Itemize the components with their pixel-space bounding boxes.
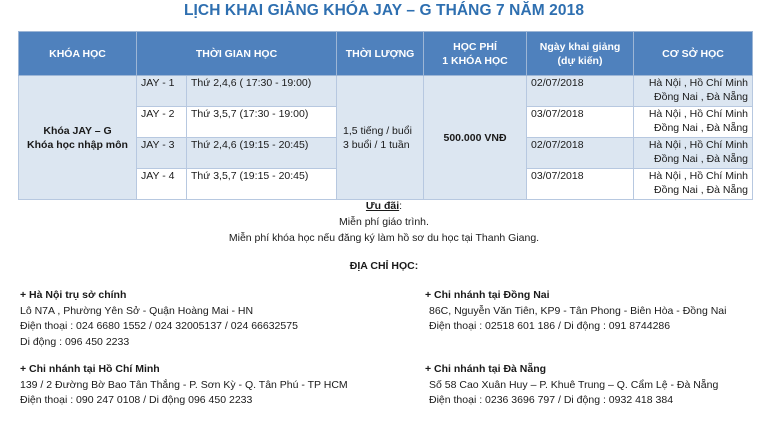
header-date-line2: (dự kiến) — [557, 54, 603, 67]
site-line1: Hà Nội , Hồ Chí Minh — [648, 108, 749, 120]
branch-name: + Chi nhánh tại Đồng Nai — [425, 289, 550, 301]
site-line2: Đồng Nai , Đà Nẵng — [654, 91, 749, 103]
site-line2: Đồng Nai , Đà Nẵng — [654, 184, 749, 196]
branch-address: Lô N7A , Phường Yên Sở - Quận Hoàng Mai - HN — [20, 304, 254, 317]
branch-phone: Điện thoại : 0236 3696 797 / Di động : 0932 418 384 — [429, 394, 674, 406]
start-date: 03/07/2018 — [527, 169, 634, 200]
course-cell — [19, 76, 137, 200]
duration-line2: 3 buổi / 1 tuần — [343, 138, 410, 151]
site-cell — [634, 138, 753, 169]
class-time: Thứ 2,4,6 (19:15 - 20:45) — [187, 138, 337, 169]
duration-cell — [337, 76, 424, 200]
start-date: 03/07/2018 — [527, 107, 634, 138]
class-code: JAY - 4 — [137, 169, 187, 200]
header-time: THỜI GIAN HỌC — [137, 32, 337, 76]
site-line2: Đồng Nai , Đà Nẵng — [654, 153, 749, 165]
branch-phone: Điện thoại : 02518 601 186 / Di động : 091 8744286 — [429, 320, 671, 332]
branch-hcm — [20, 362, 348, 409]
branch-phone: Điện thoại : 024 6680 1552 / 024 32005137 / 024 66632575 — [20, 320, 298, 332]
branch-mobile: Di động : 096 450 2233 — [20, 335, 130, 348]
branch-address: Số 58 Cao Xuân Huy – P. Khuê Trung – Q. Cẩm Lệ - Đà Nẵng — [429, 378, 719, 391]
branch-address: 86C, Nguyễn Văn Tiên, KP9 - Tân Phong - Biên Hòa - Đồng Nai — [429, 304, 727, 317]
site-line1: Hà Nội , Hồ Chí Minh — [648, 170, 749, 182]
header-fee-line2: 1 KHÓA HỌC — [442, 54, 508, 67]
course-name: Khóa JAY – G — [43, 124, 112, 137]
class-time: Thứ 2,4,6 ( 17:30 - 19:00) — [187, 76, 337, 107]
fee-cell: 500.000 VNĐ — [424, 76, 527, 200]
promo-section — [0, 198, 768, 246]
duration-line1: 1,5 tiếng / buổi — [343, 124, 412, 137]
promo-line1: Miễn phí giáo trình. — [339, 216, 429, 228]
promo-heading: Ưu đãi — [365, 200, 400, 212]
header-date — [527, 32, 634, 76]
header-duration: THỜI LƯỢNG — [337, 32, 424, 76]
branch-hanoi — [20, 288, 298, 350]
class-code: JAY - 2 — [137, 107, 187, 138]
header-date-line1: Ngày khai giảng — [539, 40, 621, 53]
start-date: 02/07/2018 — [527, 76, 634, 107]
branch-dongnai — [425, 288, 726, 335]
site-line1: Hà Nội , Hồ Chí Minh — [648, 77, 749, 89]
header-fee — [424, 32, 527, 76]
class-time: Thứ 3,5,7 (19:15 - 20:45) — [187, 169, 337, 200]
site-cell — [634, 107, 753, 138]
course-subtitle: Khóa học nhập môn — [27, 138, 128, 151]
header-fee-line1: HỌC PHÍ — [453, 40, 497, 53]
header-site: CƠ SỞ HỌC — [634, 32, 753, 76]
promo-line2: Miễn phí khóa học nếu đăng ký làm hồ sơ du học tại Thanh Giang. — [228, 232, 540, 244]
page-title: LỊCH KHAI GIẢNG KHÓA JAY – G THÁNG 7 NĂM 2018 — [183, 2, 585, 19]
table-row — [19, 76, 753, 107]
branch-danang — [425, 362, 718, 409]
schedule-table — [18, 31, 753, 200]
class-time: Thứ 3,5,7 (17:30 - 19:00) — [187, 107, 337, 138]
site-cell — [634, 76, 753, 107]
site-line1: Hà Nội , Hồ Chí Minh — [648, 139, 749, 151]
header-course: KHÓA HỌC — [19, 32, 137, 76]
branch-name: + Hà Nội trụ sở chính — [20, 289, 127, 301]
site-line2: Đồng Nai , Đà Nẵng — [654, 122, 749, 134]
address-heading: ĐỊA CHỈ HỌC: — [349, 260, 419, 272]
promo-colon: : — [399, 200, 403, 212]
start-date: 02/07/2018 — [527, 138, 634, 169]
class-code: JAY - 3 — [137, 138, 187, 169]
class-code: JAY - 1 — [137, 76, 187, 107]
branch-name: + Chi nhánh tại Đà Nẵng — [425, 363, 547, 375]
branch-phone: Điện thoại : 090 247 0108 / Di động 096 450 2233 — [20, 394, 253, 406]
branch-name: + Chi nhánh tại Hồ Chí Minh — [20, 363, 160, 375]
table-header-row — [19, 32, 753, 76]
site-cell — [634, 169, 753, 200]
branch-address: 139 / 2 Đường Bờ Bao Tân Thắng - P. Sơn Kỳ - Q. Tân Phú - TP HCM — [20, 378, 348, 391]
